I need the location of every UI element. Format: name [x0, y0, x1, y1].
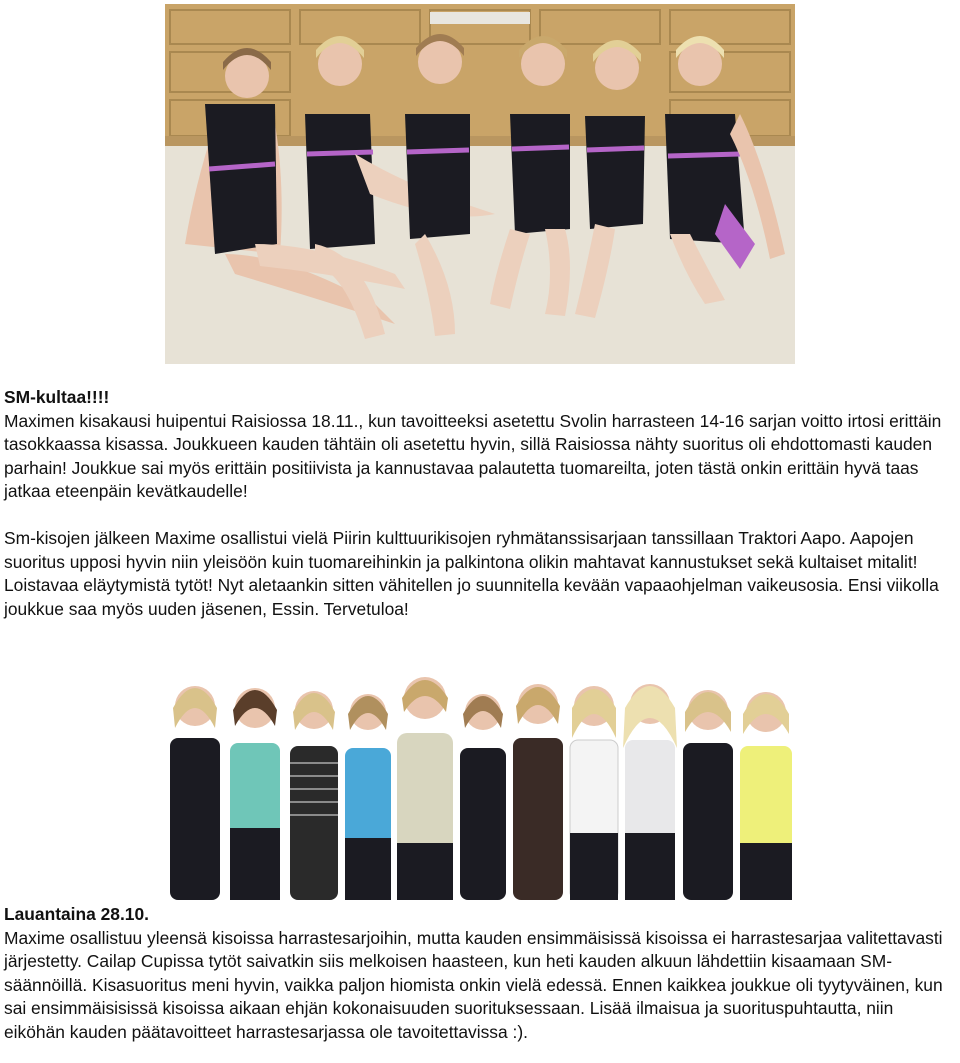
section-paragraph: Sm-kisojen jälkeen Maxime osallistui vielä Piirin kulttuurikisojen ryhmätanssisarjaan tanssillaan Traktori Aapo. Aapojen suoritus upposi hyvin niin yleisöön kuin tuomareihinkin ja palkintona olikin mahtavat kannustukset sekä kultaiset mitalit! Loistavaa eläytymistä tytöt! Nyt aletaankin sitten vähitellen jo suunnitella kevään vapaaohjelman vaikeusosia. Ensi viikolla joukkue saa myös uuden jäsenen, Essin. Tervetuloa!	[4, 528, 939, 619]
article-section-culture-contest	[4, 527, 958, 621]
section-heading: Lauantaina 28.10.	[4, 904, 149, 924]
section-paragraph: Maxime osallistuu yleensä kisoissa harrastesarjoihin, mutta kauden ensimmäisissä kisoissa ei harrastesarjaa valitettavasti järjestetty. Cailap Cupissa tytöt saivatkin siis melkoisen haasteen, kun heti kauden alkuun lähdettiin kisaamaan SM-säännöillä. Kisasuoritus meni hyvin, vaikka paljon hiomista onkin vielä edessä. Ennen kaikkea joukkue oli tyytyväinen, kun sai ensimmäisisissä kisoissa aikaan ehjän kokonaisuuden suorituksessaan. Lisää ilmaisua ja suorituspuhtautta, niin eiköhän kauden päätavoitteet harrastesarjassa ole tavoitettavissa :).	[4, 927, 943, 1042]
section-paragraph: Maximen kisakausi huipentui Raisiossa 18.11., kun tavoitteeksi asetettu Svolin harrasteen 14-16 sarjan voitto irtosi erittäin tasokkaassa kisassa. Joukkueen kauden tähtäin oli asetettu hyvin, sillä Raisiossa nähty suoritus oli ehdottomasti kauden parhain! Joukkue sai myös erittäin positiivista ja kannustavaa palautetta tuomareilta, joten tästä onkin erittäin hyvä taas jatkaa eteenpäin kevätkaudelle!	[4, 410, 942, 502]
team-photo-leotards-image	[165, 4, 795, 364]
team-photo-leotards	[165, 4, 795, 364]
section-heading: SM-kultaa!!!!	[4, 387, 110, 407]
team-photo-standing	[165, 668, 795, 900]
article-section-sm-gold	[4, 386, 958, 504]
team-photo-standing-image	[165, 668, 795, 900]
article-section-cailap-cup	[4, 903, 958, 1045]
